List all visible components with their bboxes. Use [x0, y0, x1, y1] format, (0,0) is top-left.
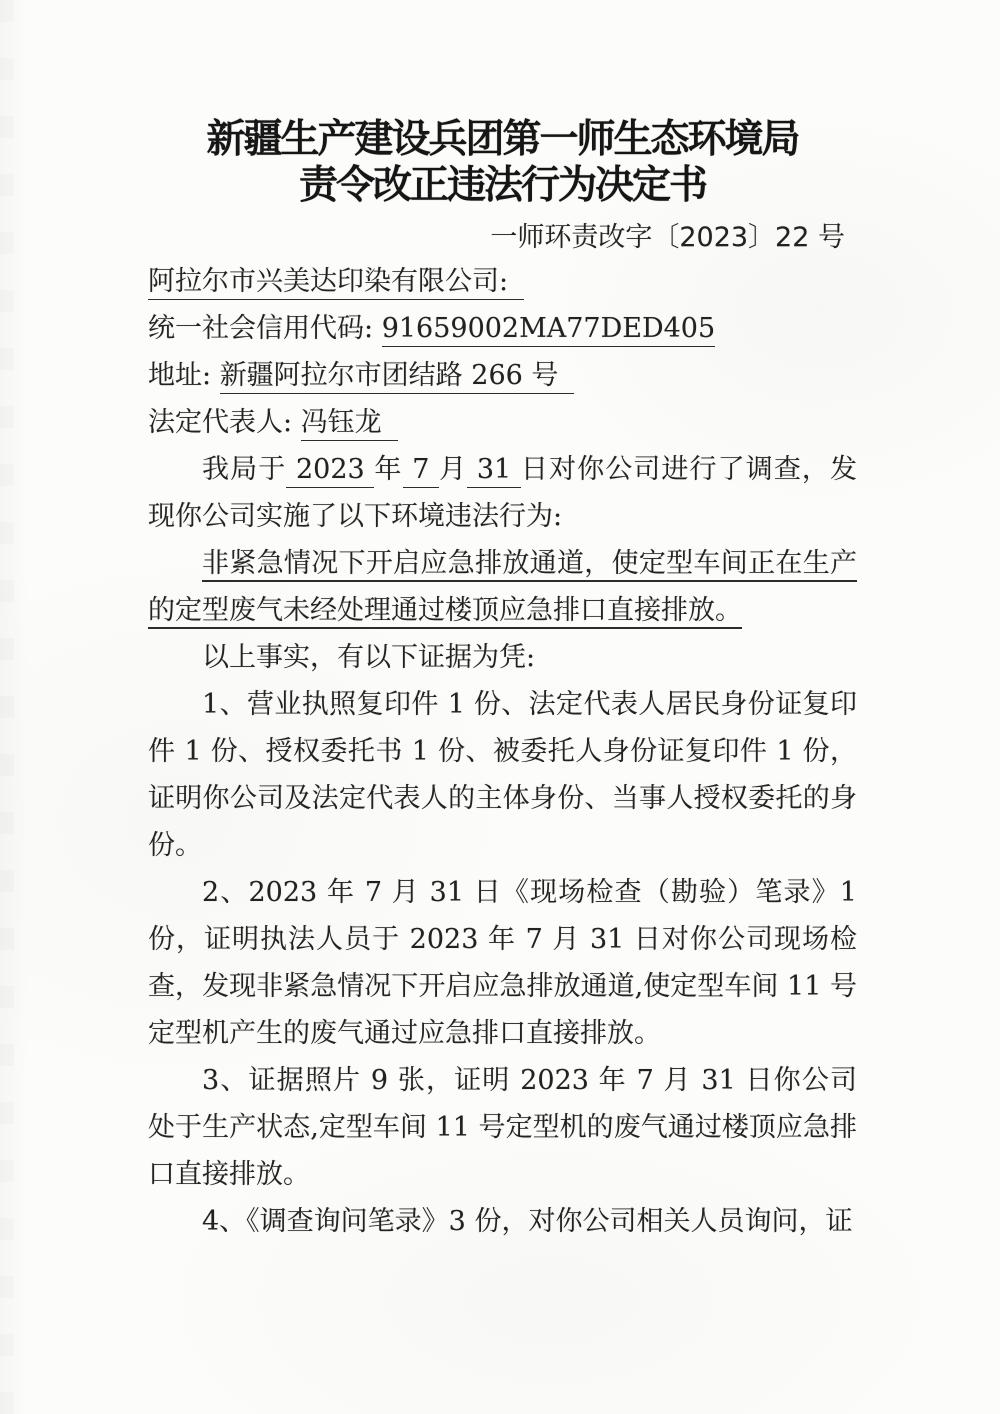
investigation-post: 日对你公司进行了调查，发现你公司实施了以下环境违法行为: — [148, 454, 858, 532]
evidence-item-4: 4、《调查询问笔录》3 份，对你公司相关人员询问，证 — [202, 1206, 853, 1237]
document-title — [148, 116, 857, 208]
investigation-month: 7 — [403, 454, 440, 488]
legal-rep-line — [148, 399, 857, 446]
document-body — [148, 258, 857, 1245]
evidence-item-2: 2、2023 年 7 月 31 日《现场检查（勘验）笔录》1 份，证明执法人员于 2023 年 7 月 31 日对你公司现场检查，发现非紧急情况下开启应急排放通道,使定型车间 11 号定型机产生的废气通过应急排口直接排放。 — [148, 877, 857, 1049]
document-header — [148, 0, 857, 258]
credit-code-line — [148, 305, 857, 352]
investigation-month-unit: 月 — [439, 454, 468, 485]
legal-rep-label: 法定代表人: — [148, 407, 301, 438]
evidence-item-1: 1、营业执照复印件 1 份、法定代表人居民身份证复印件 1 份、授权委托书 1 份、被委托人身份证复印件 1 份，证明你公司及法定代表人的主体身份、当事人授权委托的身份。 — [148, 689, 857, 861]
address-label: 地址: — [148, 360, 220, 391]
scan-edge-texture — [0, 0, 14, 1414]
investigation-day: 31 — [467, 454, 521, 488]
investigation-paragraph — [148, 446, 857, 540]
credit-code-value: 91659002MA77DED405 — [382, 313, 715, 347]
evidence-item-3: 3、证据照片 9 张，证明 2023 年 7 月 31 日你公司处于生产状态,定型车间 11 号定型机的废气通过楼顶应急排口直接排放。 — [148, 1065, 857, 1190]
address-value: 新疆阿拉尔市团结路 266 号 — [220, 360, 575, 394]
document-number: 一师环责改字〔2023〕22 号 — [490, 222, 845, 253]
address-line — [148, 352, 857, 399]
violation-paragraph: 非紧急情况下开启应急排放通道，使定型车间正在生产的定型废气未经处理通过楼顶应急排口直接排放。 — [148, 548, 857, 626]
credit-code-label: 统一社会信用代码: — [148, 313, 382, 344]
recipient-company-line — [148, 258, 857, 305]
legal-rep-value: 冯钰龙 — [301, 407, 398, 441]
title-line-1: 新疆生产建设兵团第一师生态环境局 — [206, 116, 799, 162]
investigation-year-unit: 年 — [374, 454, 403, 485]
evidence-intro: 以上事实，有以下证据为凭: — [202, 642, 536, 673]
recipient-company: 阿拉尔市兴美达印染有限公司: — [148, 266, 524, 300]
investigation-year: 2023 — [286, 454, 374, 488]
title-line-2: 责令改正违法行为决定书 — [298, 162, 706, 208]
investigation-pre: 我局于 — [202, 454, 287, 485]
